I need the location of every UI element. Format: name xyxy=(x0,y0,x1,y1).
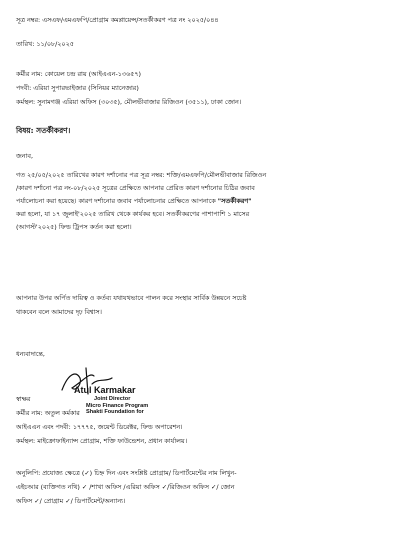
cc-line1: অনুলিপি: প্রযোজ্য ক্ষেত্রে (✓) চিহ্ন দিন এবং সংশ্লিষ্ট প্রোগ্রাম/ ডিপার্টমেন্টের নাম লিখুন- xyxy=(16,469,237,477)
sign-label: স্বাক্ষর xyxy=(16,395,31,403)
body-para1-line3-text: পর্যালোচনা করা হয়েছে। কারণ দর্শানোর জবাব পর্যালোচনার প্রেক্ষিতে আপনাকে xyxy=(16,197,216,205)
body-para1-line3 xyxy=(16,197,252,206)
body-para1-line4: করা হলো, যা ১৭ জুলাই'২০২৫ তারিখ থেকে কার্যকর হবে। সতর্কীকরণের পাশাপাশি ১ মাসের xyxy=(16,210,250,218)
closing-line: ধন্যবাদান্তে, xyxy=(16,350,45,358)
recipient-name: কর্মীর নাম: কোয়েল চন্দ্র রায় (আইএএন-১৩৬৫৭) xyxy=(16,70,142,78)
sender-workplace: কর্মস্থল: মাইক্রোফাইন্যান্স প্রোগ্রাম, শক্তি ফাউন্ডেশন, প্রধান কার্যালয়। xyxy=(16,437,187,445)
body-para2-line2: থাকবেন বলে আমাদের দৃঢ় বিশ্বাস। xyxy=(16,308,102,316)
memo-reference: সূত্র নম্বর: এসএফ/এমএফপি/প্রোগ্রাম কমপ্লায়েন্স/সতর্কীকরণ পত্র নং ২০২৫/০৪৪ xyxy=(16,16,219,24)
salutation: জনাব, xyxy=(16,152,33,160)
signatory-name: Atul Karmakar xyxy=(74,385,136,395)
subject-line: বিষয়: সতর্কীকরণ। xyxy=(16,126,71,135)
warning-highlight: "সতর্কীকরণ" xyxy=(217,197,252,205)
cc-line3: অফিস ✓/ প্রোগ্রাম ✓/ ডিপার্টমেন্ট/অন্যান্য। xyxy=(16,497,126,505)
cc-line2: এইচআর (ব্যক্তিগত নথি) ✓ /শাখা অফিস /এরিয়া অফিস ✓/রিজিওন অফিস ✓/ জোন xyxy=(16,483,235,491)
memo-date: তারিখ: ১১/০৮/২০২৫ xyxy=(16,40,74,48)
body-para1-line5: (আগস্ট'২০২৫) ফিল্ড ট্রিপস কর্তন করা হলো। xyxy=(16,223,132,231)
recipient-workplace: কর্মস্থল: সুনামগঞ্জ এরিয়া অফিস (৩০৩৫), মৌলভীবাজার রিজিওন (৩৫১১), ঢাকা জোন। xyxy=(16,98,242,106)
signatory-title-3: Shakti Foundation for xyxy=(86,409,144,415)
signatory-title-1: Joint Director xyxy=(94,396,131,402)
body-para1-line1: গত ২৫/০৫/২০২৫ তারিখের কারণ দর্শানোর পত্র সূত্র নম্বর: শক্তি/এমএফপি/মৌলভীবাজার রিজিওন xyxy=(16,171,267,179)
sender-id-designation: আইএএন এবং পদবী: ১৭৭৭৫, জয়েন্ট ডিরেক্টর, ফিল্ড অপারেশন। xyxy=(16,423,183,431)
sender-name: কর্মীর নাম: অতুল কর্মকার xyxy=(16,409,80,417)
recipient-designation: পদবী: এরিয়া সুপারভাইজার (সিনিয়র ম্যানেজার) xyxy=(16,84,139,92)
body-para1-line2: /কারণ দর্শানো পত্র নং-০৮/২০২৫ সূত্রের প্রেক্ষিতে আপনার প্রেরিত কারণ দর্শানোর চিঠির জবাব xyxy=(16,184,255,192)
body-para2-line1: আপনার উপর অর্পিত দায়িত্ব ও কর্তব্য যথাযথভাবে পালন করে সংস্থার সার্বিক উন্নয়নে সচেষ্ট xyxy=(16,294,247,302)
signatory-title-2: Micro Finance Program xyxy=(86,402,149,409)
